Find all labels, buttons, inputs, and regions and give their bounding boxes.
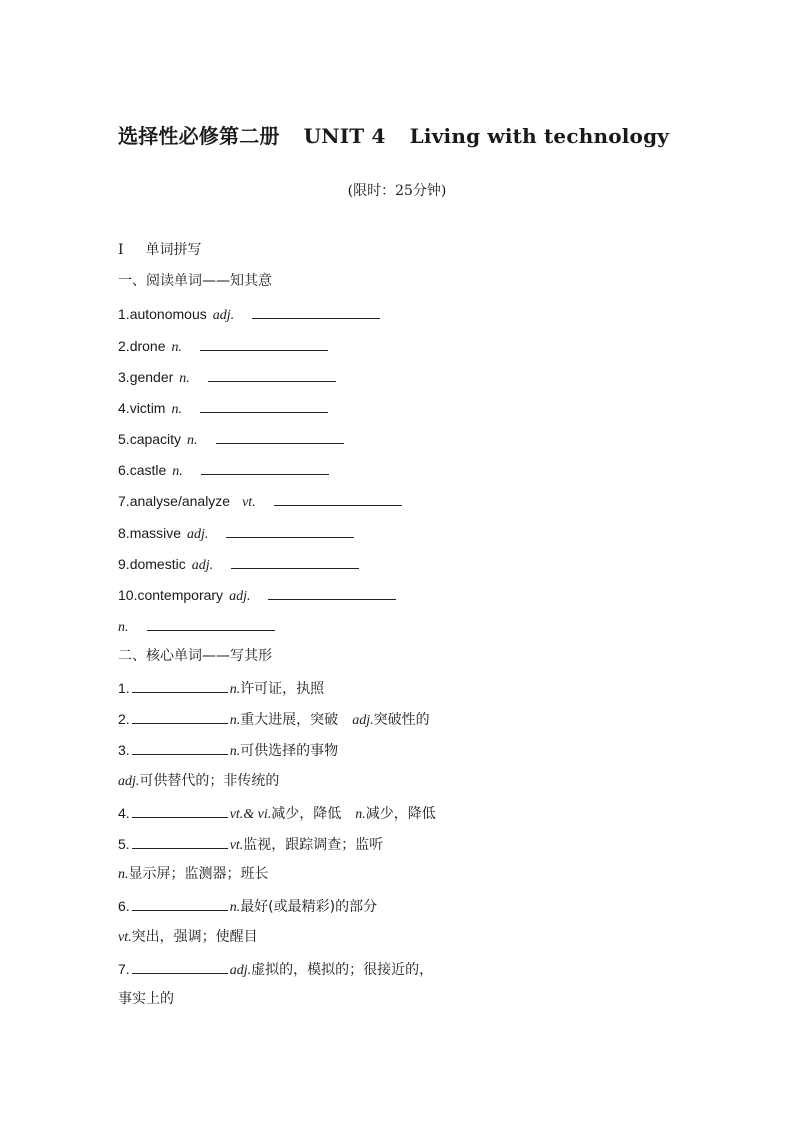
part-of-speech: n. xyxy=(229,682,241,697)
part1-heading: 一、阅读单词——知其意 xyxy=(118,273,272,289)
vocab-item: 7.analyse/analyze vt. xyxy=(118,491,402,512)
title-topic: Living with technology xyxy=(409,124,670,148)
part-of-speech: vt. xyxy=(242,495,256,510)
vocab-item: 4.victim n. xyxy=(118,398,328,419)
answer-blank[interactable] xyxy=(132,709,228,724)
meaning: 减少，降低 xyxy=(271,806,342,822)
answer-blank[interactable] xyxy=(132,803,228,818)
meaning: 减少，降低 xyxy=(365,806,436,822)
vocab-word: domestic xyxy=(129,556,186,572)
vocab-word: victim xyxy=(129,400,166,416)
vocab-item: 1.autonomous adj. xyxy=(118,304,380,325)
part-of-speech: vt. xyxy=(229,838,244,853)
vocab-word: drone xyxy=(129,338,166,354)
meaning: 突破性的 xyxy=(373,712,430,728)
vocab-item: 3.gender n. xyxy=(118,367,336,388)
title-unit: UNIT 4 xyxy=(303,124,386,148)
vocab-item: 2.drone n. xyxy=(118,336,328,357)
part-of-speech: adj. xyxy=(229,963,252,978)
vocab-item: 1. n.许可证，执照 xyxy=(118,680,325,697)
meaning: 虚拟的，模拟的；很接近的， xyxy=(251,962,434,978)
part-of-speech: adj. xyxy=(212,308,235,323)
answer-blank[interactable] xyxy=(132,740,228,755)
meaning: 最好(或最精彩)的部分 xyxy=(240,899,378,915)
answer-blank[interactable] xyxy=(200,398,328,413)
vocab-item-continuation xyxy=(118,865,269,884)
part-of-speech: adj. xyxy=(187,527,209,542)
vocab-word: capacity xyxy=(129,431,182,447)
answer-blank[interactable] xyxy=(231,554,359,569)
page-title xyxy=(118,120,669,149)
vocab-item: 5.capacity n. xyxy=(118,429,344,450)
part-of-speech: n. xyxy=(118,867,129,882)
answer-blank[interactable] xyxy=(132,678,228,693)
vocab-item: 6. n.最好(或最精彩)的部分 xyxy=(118,898,378,915)
vocab-item: 9.domestic adj. xyxy=(118,554,359,575)
vocab-item: 4. vt.& vi.减少，降低 n.减少，降低 xyxy=(118,805,436,822)
answer-blank[interactable] xyxy=(252,304,380,319)
answer-blank[interactable] xyxy=(268,585,396,600)
part2-heading: 二、核心单词——写其形 xyxy=(118,648,272,664)
part-of-speech: n. xyxy=(355,807,366,822)
part-of-speech: n. xyxy=(118,620,129,635)
part-of-speech: adj. xyxy=(118,774,140,789)
vocab-item: 8.massive adj. xyxy=(118,523,354,544)
answer-blank[interactable] xyxy=(132,959,228,974)
part-of-speech: adj. xyxy=(229,589,251,604)
vocab-item-continuation xyxy=(118,990,174,1008)
title-book: 选择性必修第二册 xyxy=(118,124,280,148)
vocab-item-continuation xyxy=(118,928,258,947)
meaning: 事实上的 xyxy=(118,991,174,1007)
part-of-speech: n. xyxy=(171,340,182,355)
answer-blank[interactable] xyxy=(274,491,402,506)
part-of-speech: n. xyxy=(187,433,198,448)
section-title: 单词拼写 xyxy=(145,242,202,258)
part-of-speech: vt.& vi. xyxy=(229,807,272,822)
meaning: 重大进展，突破 xyxy=(240,712,339,728)
section-roman-numeral: Ⅰ xyxy=(118,242,124,258)
answer-blank[interactable] xyxy=(200,336,328,351)
vocab-word: massive xyxy=(129,525,182,541)
meaning: 可供选择的事物 xyxy=(240,743,339,759)
meaning: 显示屏；监测器；班长 xyxy=(128,866,269,882)
answer-blank[interactable] xyxy=(132,896,228,911)
part-of-speech: n. xyxy=(229,900,241,915)
answer-blank[interactable] xyxy=(201,460,329,475)
part-of-speech: n. xyxy=(179,371,190,386)
vocab-item: 5. vt.监视，跟踪调查；监听 xyxy=(118,836,384,853)
part-of-speech: adj. xyxy=(352,713,374,728)
vocab-word: contemporary xyxy=(137,587,224,603)
vocab-word: gender xyxy=(129,369,174,385)
time-limit: (限时：25分钟) xyxy=(347,183,447,199)
vocab-word: castle xyxy=(129,462,167,478)
meaning: 可供替代的；非传统的 xyxy=(139,773,280,789)
meaning: 监视，跟踪调查；监听 xyxy=(243,837,384,853)
answer-blank[interactable] xyxy=(147,616,275,631)
vocab-item: 2. n.重大进展，突破 adj.突破性的 xyxy=(118,711,430,728)
part-of-speech: n. xyxy=(172,464,183,479)
answer-blank[interactable] xyxy=(216,429,344,444)
answer-blank[interactable] xyxy=(208,367,336,382)
part-of-speech: n. xyxy=(171,402,182,417)
answer-blank[interactable] xyxy=(132,834,228,849)
part-of-speech: n. xyxy=(229,713,241,728)
answer-blank[interactable] xyxy=(226,523,354,538)
vocab-item-continuation xyxy=(118,772,279,791)
meaning: 许可证，执照 xyxy=(240,681,325,697)
vocab-item: 3. n.可供选择的事物 xyxy=(118,742,339,759)
section-heading xyxy=(118,241,202,259)
vocab-word: autonomous xyxy=(129,306,207,322)
vocab-item-continuation xyxy=(118,616,275,637)
part-of-speech: n. xyxy=(229,744,241,759)
vocab-item: 10.contemporary adj. xyxy=(118,585,396,606)
part-of-speech: adj. xyxy=(191,558,214,573)
vocab-word: analyse/analyze xyxy=(129,493,231,509)
meaning: 突出，强调；使醒目 xyxy=(131,929,258,945)
vocab-item: 6.castle n. xyxy=(118,460,329,481)
vocab-item: 7. adj.虚拟的，模拟的；很接近的， xyxy=(118,961,434,978)
part-of-speech: vt. xyxy=(118,930,132,945)
